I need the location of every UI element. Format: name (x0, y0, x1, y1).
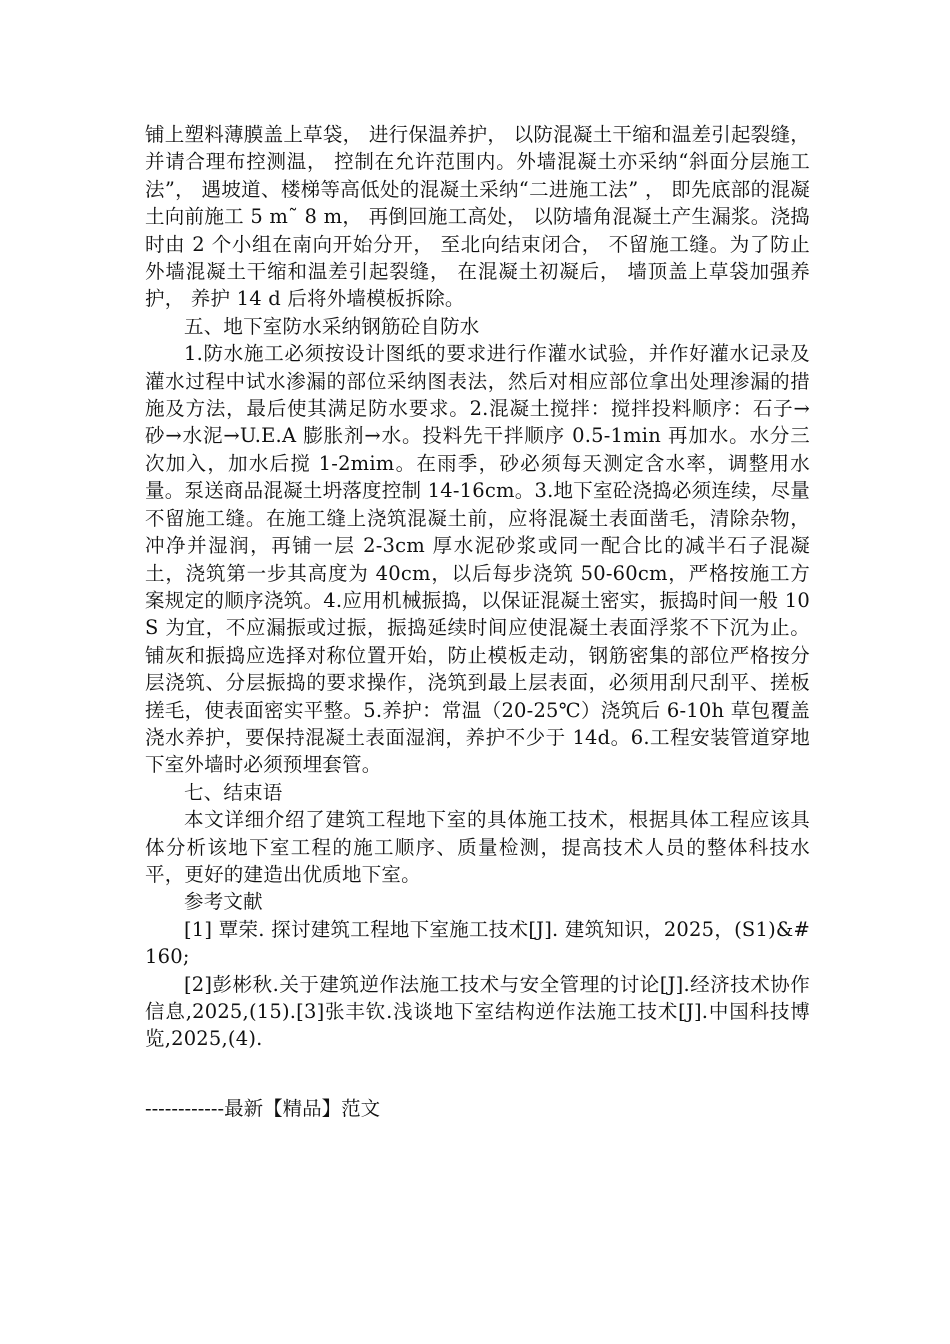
body-paragraph-conclusion: 本文详细介绍了建筑工程地下室的具体施工技术，根据具体工程应该具体分析该地下室工程的施工顺序、质量检测，提高技术人员的整体科技水平，更好的建造出优质地下室。 (145, 808, 810, 886)
body-paragraph-waterproofing: 1.防水施工必须按设计图纸的要求进行作灌水试验，并作好灌水记录及灌水过程中试水渗漏的部位采纳图表法，然后对相应部位拿出处理渗漏的措施及方法，最后使其满足防水要求。2.混凝土搅拌：搅拌投料顺序：石子→砂→水泥→U.E.A 膨胀剂→水。投料先干拌顺序 0.5-1min 再加水。水分三次加入，加水后搅 1-2mim。在雨季，砂必须每天测定含水率，调整用水量。泵送商品混凝土坍落度控制 14-16cm。3.地下室砼浇捣必须连续，尽量不留施工缝。在施工缝上浇筑混凝土前，应将混凝土表面凿毛，清除杂物，冲净并湿润，再铺一层 2-3cm 厚水泥砂浆或同一配合比的减半石子混凝土，浇筑第一步其高度为 40cm，以后每步浇筑 50-60cm，严格按施工方案规定的顺序浇筑。4.应用机械振捣，以保证混凝土密实，振捣时间一般 10S 为宜，不应漏振或过振，振捣延续时间应使混凝土表面浮浆不下沉为止。铺灰和振捣应选择对称位置开始，防止模板走动，钢筋密集的部位严格按分层浇筑、分层振捣的要求操作，浇筑到最上层表面，必须用刮尺刮平、搓板搓毛，使表面密实平整。5.养护：常温（20-25℃）浇筑后 6-10h 草包覆盖浇水养护，要保持混凝土表面湿润，养护不少于 14d。6.工程安装管道穿地下室外墙时必须预埋套管。 (145, 342, 810, 777)
reference-item-1: [1] 覃荣. 探讨建筑工程地下室施工技术[J]. 建筑知识，2025，(S1)&#160; (145, 917, 810, 969)
document-body (145, 121, 810, 1053)
footer-banner: ------------最新【精品】范文 (145, 1097, 381, 1120)
references-heading: 参考文献 (184, 890, 263, 914)
body-paragraph-curing: 铺上塑料薄膜盖上草袋， 进行保温养护， 以防混凝土干缩和温差引起裂缝， 并请合理布控测温， 控制在允许范围内。外墙混凝土亦采纳“斜面分层施工法”， 遇坡道、楼梯等高低处的混凝土采纳“二进施工法” ， 即先底部的混凝土向前施工 5 m˜ 8 m， 再倒回施工高处， 以防墙角混凝土产生漏浆。浇捣时由 2 个小组在南向开始分开， 至北向结束闭合， 不留施工缝。为了防止外墙混凝土干缩和温差引起裂缝， 在混凝土初凝后， 墙顶盖上草袋加强养护， 养护 14 d 后将外墙模板拆除。 (145, 123, 810, 311)
reference-item-2: [2]彭彬秋.关于建筑逆作法施工技术与安全管理的讨论[J].经济技术协作信息,2025,(15).[3]张丰钦.浅谈地下室结构逆作法施工技术[J].中国科技博览,2025,(4). (145, 972, 810, 1051)
section-heading-conclusion: 七、结束语 (184, 780, 283, 804)
section-heading-waterproofing: 五、地下室防水采纳钢筋砼自防水 (184, 314, 480, 338)
